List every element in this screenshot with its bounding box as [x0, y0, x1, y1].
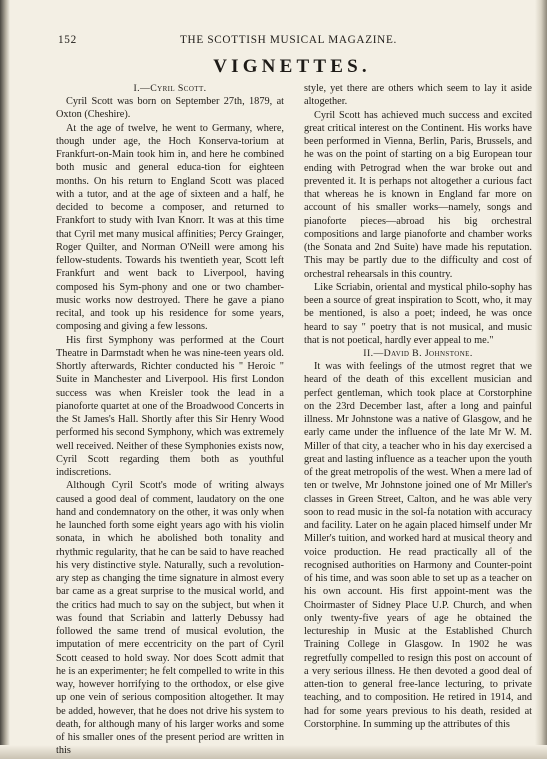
- page-edge-shadow-right: [535, 0, 547, 759]
- page-number: 152: [58, 34, 77, 46]
- article-heading-david-johnstone: II.—David B. Johnstone.: [363, 348, 473, 359]
- right-column: [304, 82, 532, 731]
- left-column: [56, 82, 284, 758]
- paragraph: Cyril Scott has achieved much success and excited great critical interest on the Continent. His works have been performed in Vienna, Berlin, Paris, Brussels, and he was on the point of starting on a big European tour ending with Petrograd when the war broke out and prevented it. It is perhaps not altogether a curious fact that whereas he is known in England far more on account of his smaller works—namely, songs and pianoforte pieces—abroad his big orchestral compositions and large pianoforte and chamber works (the Sonata and 2nd Suite) have made his reputation. This may be partly due to the difficulty and cost of orchestral rehearsals in this country.: [304, 109, 532, 280]
- paragraph: Like Scriabin, oriental and mystical philo-sophy has been a source of great inspiration to Scott, who, it may be mentioned, is also a poet; indeed, he was once heard to say " poetry that is not musical, and music that is not poetical, hardly ever appeal to me.": [304, 281, 532, 346]
- paragraph: It was with feelings of the utmost regret that we heard of the death of this excellent musician and perfect gentleman, which took place at Corstorphine on the 23rd December last, after a long and painful illness. Mr Johnstone was a native of Glasgow, and he early came under the influence of the late Mr W. M. Miller of that city, a teacher who in his day exercised a great and lasting influence as a teacher upon the youth of the great metropolis of the west. When a mere lad of ten or twelve, Mr Johnstone joined one of Mr Miller's classes in Green Street, Calton, and he was able very soon to read music in the sol-fa notation with accuracy and facility. Later on he again placed himself under Mr Miller's tuition, and worked hard at musical theory and voice production. He read practically all of the recognised authorities on Harmony and Counter-point of his time, and was soon able to set up as a teacher on his own account. His first appoint-ment was the Choirmaster of Sidney Place U.P. Church, and when only twenty-five years of age he obtained the lectureship in Music at the Established Church Training College in Glasgow. In 1902 he was regretfully compelled to resign this post on account of a very serious illness. He then devoted a good deal of atten-tion to general free-lance lecturing, to private teaching, and to composition. He retired in 1914, and had for some years previous to his death, resided at Corstorphine. In summing up the attributes of this: [304, 361, 532, 730]
- paragraph: Although Cyril Scott's mode of writing always caused a good deal of comment, laudatory on the one hand and condemnatory on the other, it was only when he launched forth some eight years ago with his violin sonata, in which he abolished both tonality and rhythmic regularity, that he can be said to have reached his very distinctive style. Naturally, such a revolution-ary step as changing the time signature in almost every bar came as a great surprise to the musical world, and the critics had much to say on the subject, but when it was found that Scriabin and latterly Debussy had followed the same trend of musical evolution, the imputation of mere eccentricity on the part of Cyril Scott ceased to hold sway. Nor does Scott admit that he is an experimenter; he felt compelled to write in this way, however horrifying to the orthodox, or else give up one vein of serious composition altogether. It may be added, however, that he does not drive his system to death, for although many of his larger works and some of his smaller ones of the present period are written in this: [56, 480, 284, 757]
- section-title: VIGNETTES.: [213, 56, 371, 77]
- page-header: [58, 34, 526, 48]
- paragraph: Cyril Scott was born on September 27th, 1879, at Oxton (Cheshire).: [56, 96, 284, 121]
- paragraph: style, yet there are others which seem to lay it aside altogether.: [304, 83, 532, 108]
- page-binding-shadow-left: [0, 0, 10, 759]
- paragraph: At the age of twelve, he went to Germany, where, though under age, the Hoch Konserva-torium at Frankfurt-on-Main took him in, and here he combined both music and general educa-tion for eighteen months. On his return to England Scott was placed with a tutor, and at the age of sixteen and a half, he decided to become a composer, and returned to Frankfort to study with Ivan Knorr. It was at this time that Cyril met many musical affinities; Percy Grainger, Roger Quilter, and Norman O'Neill were among his fellow-students. Towards his twentieth year, Scott left Frankfurt and went back to Liverpool, having composed his Sym-phony and one or two chamber-music works now destroyed. There he gave a piano recital, and took up his residence for some years, composing and giving a few lessons.: [56, 122, 284, 333]
- article-heading-cyril-scott: I.—Cyril Scott.: [133, 83, 207, 94]
- paragraph: His first Symphony was performed at the Court Theatre in Darmstadt when he was nine-teen years old. Shortly afterwards, Richter conducted his " Heroic " Suite in Manchester and Liverpool. His first London success was when Kreisler took the lead in a pianoforte quartet at one of the Broadwood Concerts in the St James's Hall. Shortly after this Sir Henry Wood performed his second Symphony, which was extremely well received. Neither of these Symphonies exists now, Cyril Scott regarding them both as youthful indiscretions.: [56, 334, 284, 478]
- running-title: THE SCOTTISH MUSICAL MAGAZINE.: [180, 34, 397, 46]
